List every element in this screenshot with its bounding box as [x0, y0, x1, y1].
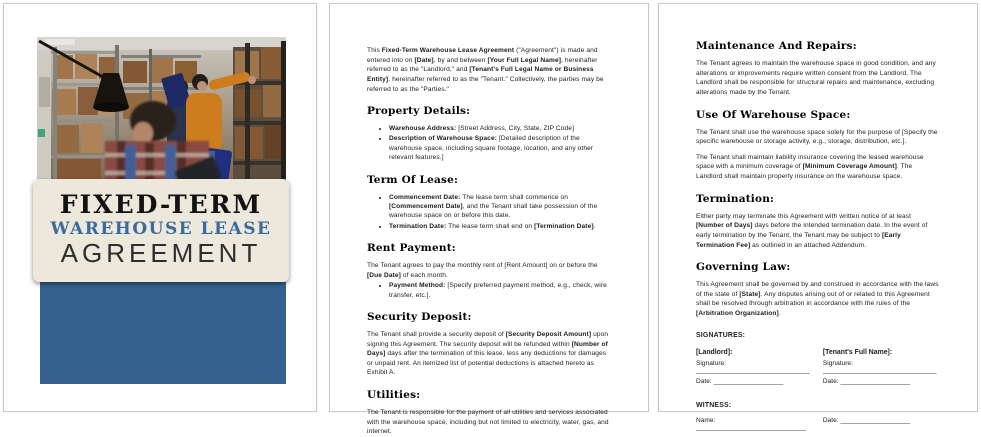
tenant-date-line: Date: ___________________: [822, 377, 911, 385]
section-heading-governing-law: Governing Law:: [696, 261, 791, 274]
property-details-list: [367, 124, 611, 162]
use-of-space-paragraph-2: The Tenant shall maintain liability insurance covering the leased warehouse space with a minimum coverage of [Minimum Coverage Amount]. The Landlord shall maintain property insurance on the warehouse space.: [696, 153, 924, 180]
term-of-lease-list: [367, 193, 611, 231]
tenant-label: [Tenant's Full Name]:: [822, 348, 893, 356]
section-heading-utilities: Utilities:: [367, 389, 421, 402]
rent-payment-paragraph: The Tenant agrees to pay the monthly rent of [Rent Amount] on or before the [Due Date] of each month.: [367, 262, 598, 279]
witness-name-block: [696, 413, 823, 435]
termination-paragraph: Either party may terminate this Agreement with written notice of at least [Number of Days] days before the intended termination date. In the event of early termination by the Tenant, the Tenant may be subject to [Early Termination Fee] as outlined in an attached Addendum.: [696, 212, 928, 249]
cover-title-line-2: WAREHOUSE LEASE: [50, 219, 272, 239]
section-heading-use-of-space: Use Of Warehouse Space:: [696, 108, 851, 121]
cover-blue-block: [40, 282, 286, 384]
security-deposit-paragraph: The Tenant shall provide a security deposit of [Security Deposit Amount] upon signing this Agreement. The security deposit will be refunded within [Number of Days] days after the termination of this lease, less any deductions for damages or unpaid rent. An itemized list of potential deductions is attached hereto as Exhibit A.: [367, 330, 609, 377]
governing-law-paragraph: This Agreement shall be governed by and construed in accordance with the laws of the state of [State]. Any disputes arising out of or related to this Agreement shall be resolved through arbitration in accordance with the rules of the [Arbitration Organization].: [696, 281, 939, 317]
cover-title-line-3: AGREEMENT: [60, 238, 262, 268]
witness-columns: [696, 413, 940, 435]
use-of-space-paragraph-1: The Tenant shall use the warehouse space solely for the purpose of [Specify the specific warehouse or storage activity, e.g., storage, distribution, etc.].: [696, 128, 938, 146]
section-heading-security-deposit: Security Deposit:: [367, 310, 472, 323]
section-heading-term-of-lease: Term Of Lease:: [367, 173, 459, 186]
intro-paragraph: This Fixed-Term Warehouse Lease Agreement ("Agreement") is made and entered into on [Date], by and between [Your Full Legal Name], hereinafter referred to as the "Landlord," and [Tenant's Full Legal Name or Business Entity], hereinafter referred to as the "Tenant." Collectively, the parties may be referred to as the "Parties.": [367, 47, 604, 93]
warehouse-team-photo: [37, 37, 286, 186]
list-item: • Termination Date: The lease term shall end on [Termination Date].: [389, 222, 611, 231]
cover-title-panel: [33, 179, 289, 282]
tenant-signature-block: [823, 343, 940, 389]
agreement-page-1: [329, 3, 649, 436]
list-item: • Commencement Date: The lease term shall commence on [Commencement Date], and the Tenant shall take possession of the warehouse space on or before this date.: [389, 193, 611, 221]
section-heading-rent-payment: Rent Payment:: [367, 242, 456, 254]
cover-title-line-1: FIXED-TERM: [59, 190, 263, 219]
section-heading-property-details: Property Details:: [367, 105, 471, 118]
section-heading-termination: Termination:: [696, 192, 775, 205]
cover-page: [3, 3, 317, 412]
landlord-date-line: Date: ___________________: [696, 377, 784, 385]
list-item: • Warehouse Address: [Street Address, City, State, ZIP Code]: [389, 124, 611, 133]
agreement-page-2: [658, 3, 978, 431]
list-item: • Payment Method: [Specify preferred payment method, e.g., check, wire transfer, etc.].: [389, 281, 611, 300]
witness-date-block: [823, 413, 940, 435]
tenant-signature-line: Signature: _______________________________: [822, 359, 937, 374]
witness-heading: WITNESS:: [696, 401, 732, 409]
landlord-signature-line: Signature: _______________________________: [696, 359, 810, 374]
signatures-heading: SIGNATURES:: [696, 331, 746, 339]
signature-columns: [696, 343, 940, 389]
rent-payment-list: [367, 281, 611, 300]
witness-date-line: Date: ___________________: [822, 416, 911, 424]
maintenance-paragraph: The Tenant agrees to maintain the warehouse space in good condition, and any alterations or improvements require written consent from the Landlord. The Landlord shall be responsible for structural repairs and maintenance, excluding alterations made by the Tenant.: [696, 60, 936, 96]
landlord-label: [Landlord]:: [696, 348, 733, 356]
landlord-signature-block: [696, 343, 823, 389]
witness-name-line: Name: ______________________________: [696, 416, 807, 431]
section-heading-maintenance: Maintenance And Repairs:: [696, 40, 857, 52]
list-item: • Description of Warehouse Space: [Detailed description of the warehouse space, including square footage, location, and any other relevant features.]: [389, 134, 611, 162]
utilities-paragraph: The Tenant is responsible for the payment of all utilities and services associated with the warehouse space, including but not limited to electricity, water, gas, and internet.: [367, 409, 609, 436]
